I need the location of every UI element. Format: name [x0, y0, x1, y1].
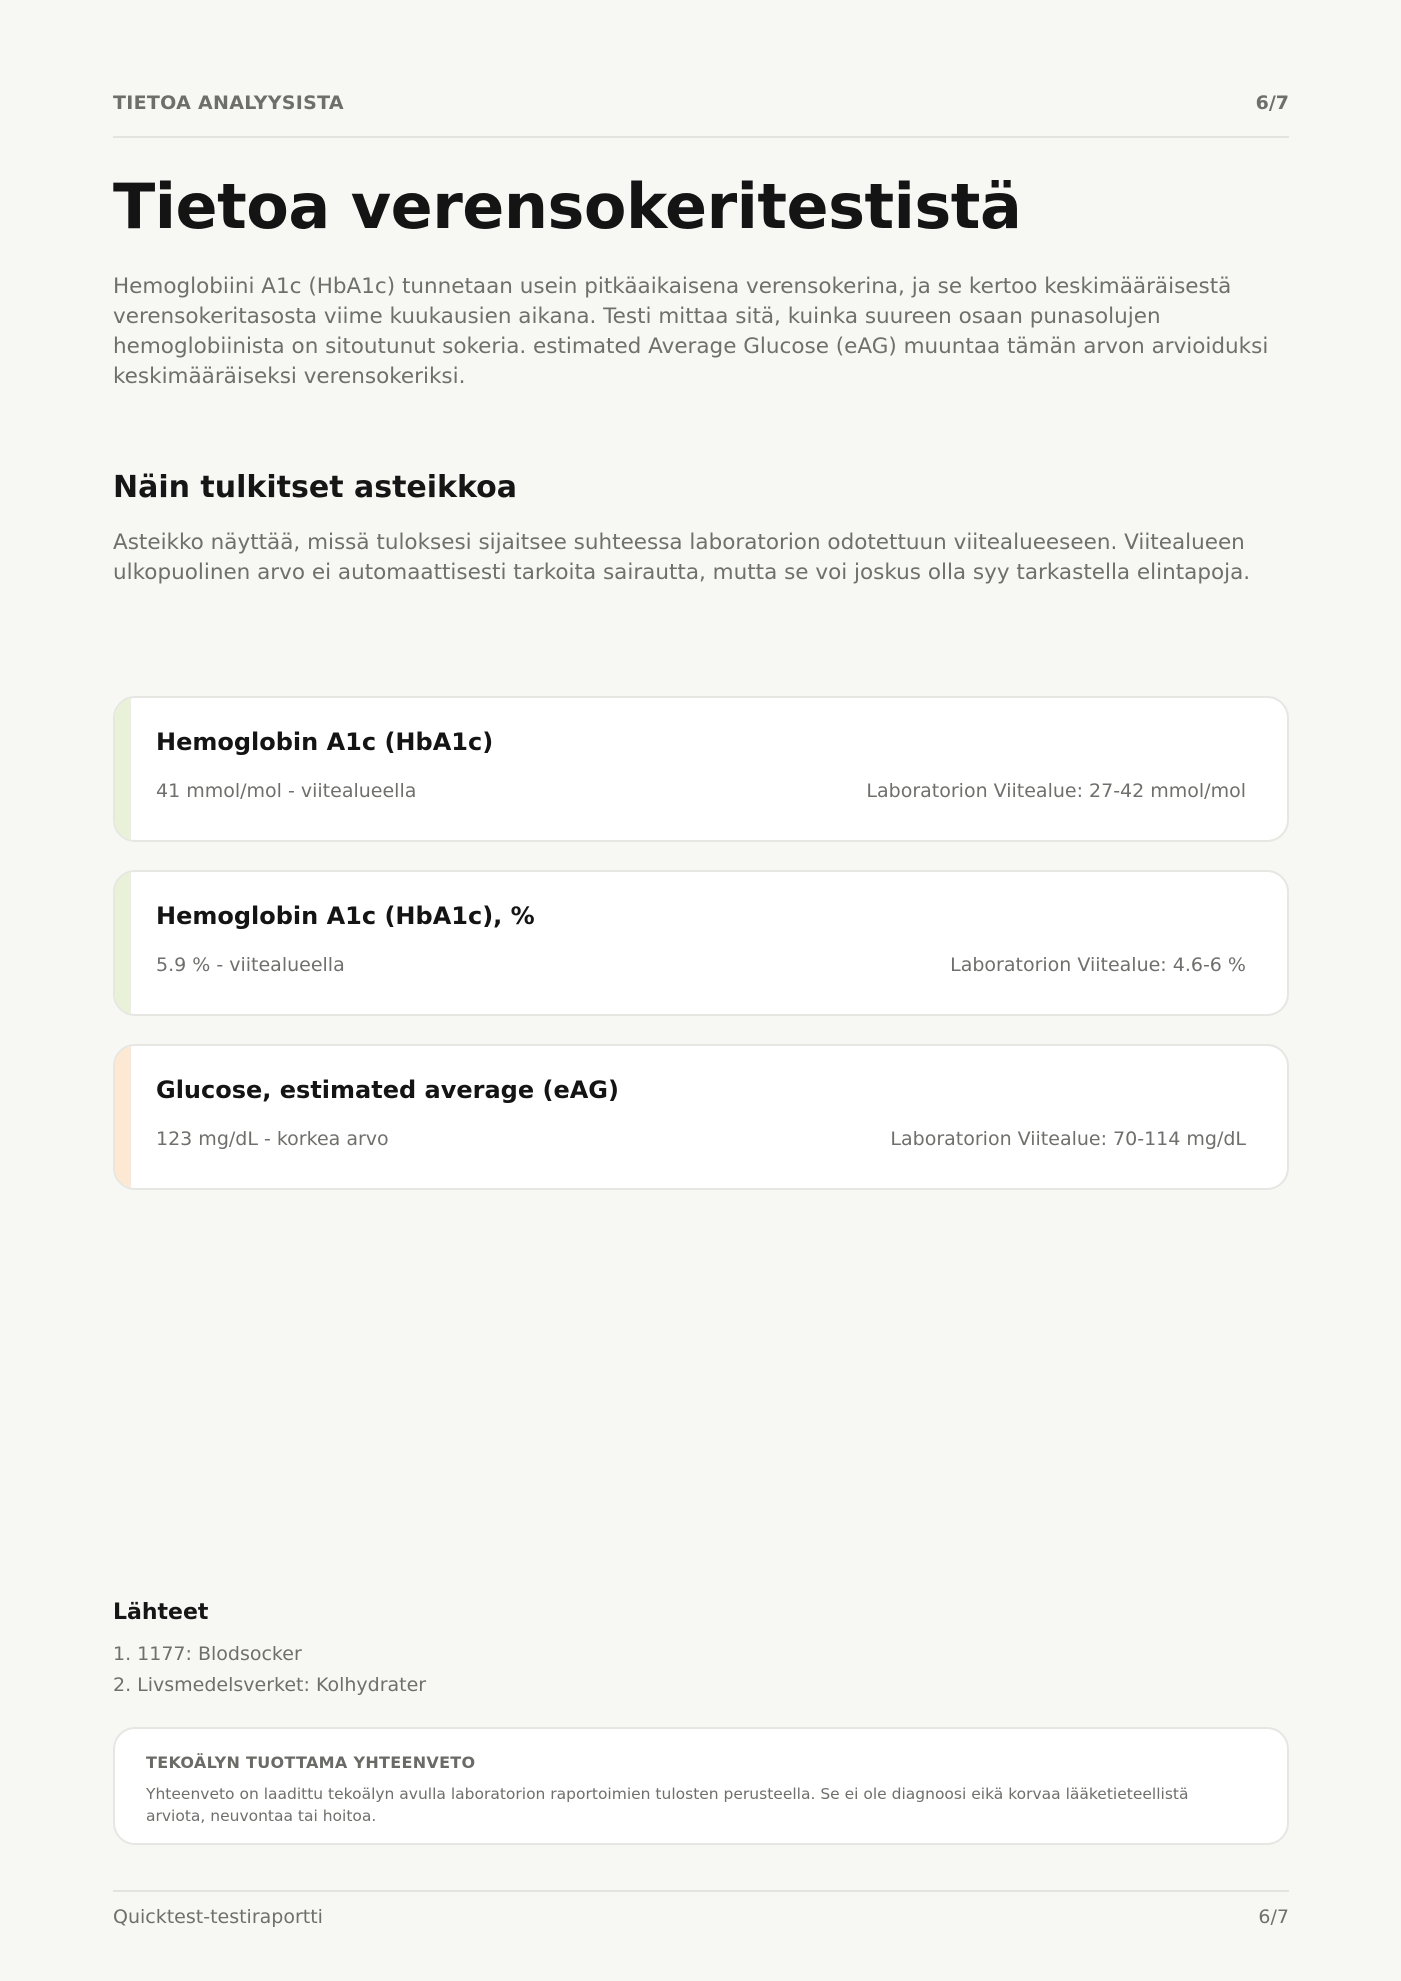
source-item: 1. 1177: Blodsocker: [113, 1643, 302, 1665]
section-label: TIETOA ANALYYSISTA: [113, 92, 344, 114]
result-card-hba1c: [113, 696, 1289, 842]
page-title: Tietoa verensokeritestistä: [113, 170, 1022, 243]
page-footer: [113, 1890, 1289, 1928]
scale-heading: Näin tulkitset asteikkoa: [113, 470, 518, 505]
status-bar: [115, 698, 131, 840]
page-header: [113, 92, 1289, 138]
footer-report-name: Quicktest-testiraportti: [113, 1906, 323, 1928]
page-number: 6/7: [1255, 92, 1289, 114]
ai-summary-box: [113, 1727, 1289, 1845]
result-name: Hemoglobin A1c (HbA1c): [156, 728, 494, 756]
reference-range: Laboratorion Viitealue: 70-114 mg/dL: [890, 1128, 1246, 1150]
source-item: 2. Livsmedelsverket: Kolhydrater: [113, 1674, 427, 1696]
report-page: [113, 0, 1289, 1981]
reference-range: Laboratorion Viitealue: 4.6-6 %: [950, 954, 1246, 976]
sources-heading: Lähteet: [113, 1600, 209, 1625]
result-name: Hemoglobin A1c (HbA1c), %: [156, 902, 535, 930]
scale-description: Asteikko näyttää, missä tuloksesi sijaitsee suhteessa laboratorion odotettuun viitealueeseen. Viitealueen ulkopuolinen arvo ei automaattisesti tarkoita sairautta, mutta se voi joskus olla syy tarkastella elintapoja.: [113, 530, 1251, 585]
sources-list: [113, 1639, 426, 1701]
reference-range: Laboratorion Viitealue: 27-42 mmol/mol: [866, 780, 1246, 802]
status-bar: [115, 872, 131, 1014]
ai-summary-title: TEKOÄLYN TUOTTAMA YHTEENVETO: [146, 1753, 476, 1772]
result-value: 5.9 % - viitealueella: [156, 954, 345, 976]
result-card-hba1c-percent: [113, 870, 1289, 1016]
result-name: Glucose, estimated average (eAG): [156, 1076, 619, 1104]
intro-paragraph: Hemoglobiini A1c (HbA1c) tunnetaan usein pitkäaikaisena verensokerina, ja se kertoo keskimääräisestä verensokeritasosta viime kuukausien aikana. Testi mittaa sitä, kuinka suureen osaan punasolujen hemoglobiinista on sitoutunut sokeria. estimated Average Glucose (eAG) muuntaa tämän arvon arvioiduksi keskimääräiseksi verensokeriksi.: [113, 274, 1269, 389]
status-bar: [115, 1046, 131, 1188]
result-value: 123 mg/dL - korkea arvo: [156, 1128, 389, 1150]
footer-page-number: 6/7: [1258, 1906, 1289, 1928]
ai-summary-text: Yhteenveto on laadittu tekoälyn avulla laboratorion raportoimien tulosten perusteella. Se ei ole diagnoosi eikä korvaa lääketieteellistä arviota, neuvontaa tai hoitoa.: [146, 1785, 1189, 1825]
result-card-eag: [113, 1044, 1289, 1190]
result-value: 41 mmol/mol - viitealueella: [156, 780, 417, 802]
